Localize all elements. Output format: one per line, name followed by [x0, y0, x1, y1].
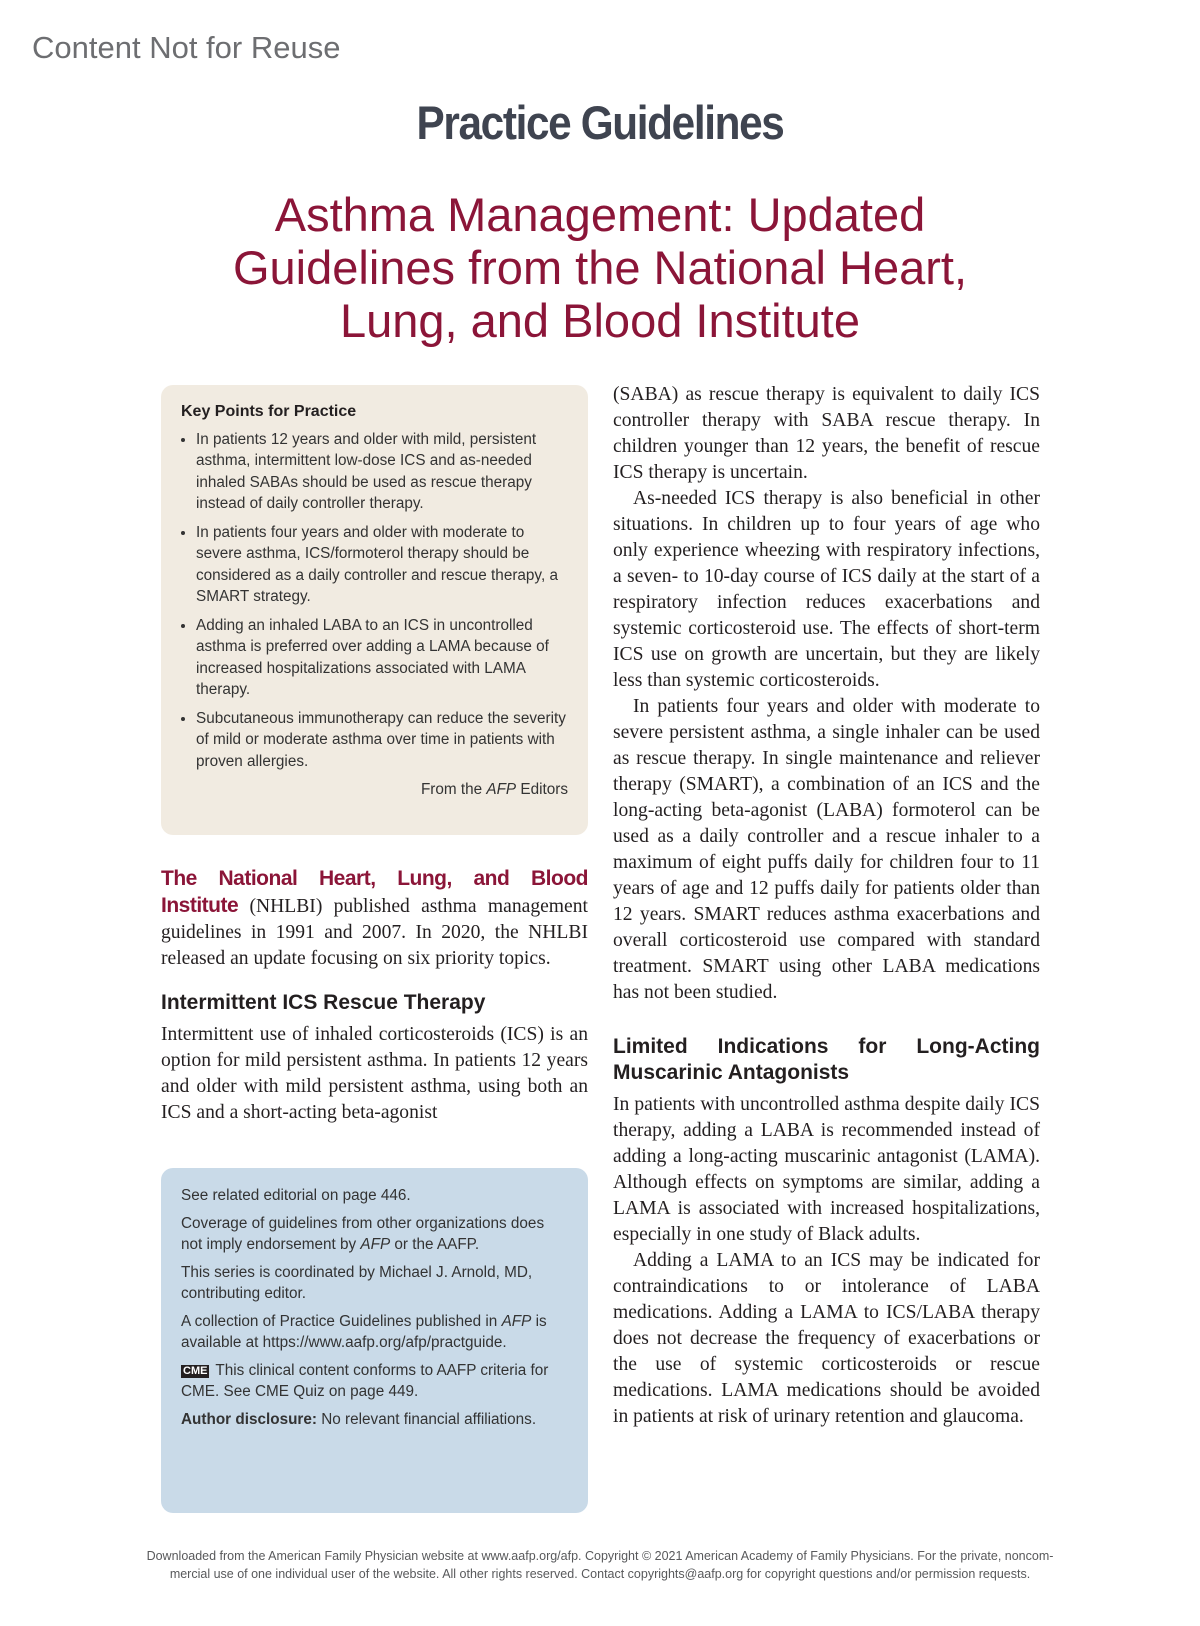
watermark: Content Not for Reuse [32, 30, 341, 65]
right-column-text [613, 382, 1040, 1430]
key-points-list [181, 429, 568, 773]
coverage-text: Coverage of guidelines from other organizations does not imply endorsement by [181, 1214, 545, 1253]
key-point-item: • Adding an inhaled LABA to an ICS in uncontrolled asthma is preferred over adding a LAMA because of increased hospitalizations associated with LAMA therapy. [196, 615, 568, 701]
coverage-note [181, 1213, 568, 1256]
left-column-text [161, 866, 588, 1126]
footer-line: mercial use of one individual user of the website. All other rights reserved. Contact copyrights@aafp.org for copyright questions and/or permission requests. [169, 1567, 1031, 1581]
body-paragraph: Adding a LAMA to an ICS may be indicated for contraindications to or intolerance of LABA medications. Adding a LAMA to ICS/LABA therapy does not decrease the frequency of exacerbations or the use of systemic corticosteroids or rescue medications. LAMA medications should be avoided in patients at risk of urinary retention and glaucoma. [613, 1250, 1040, 1427]
cme-badge: CME [183, 1364, 208, 1377]
collection-journal: AFP [501, 1312, 532, 1330]
article-title-line: Lung, and Blood Institute [339, 294, 860, 347]
key-point-item: • In patients 12 years and older with mild, persistent asthma, intermittent low-dose ICS and as-needed inhaled SABAs should be used as rescue therapy instead of daily controller therapy. [196, 429, 568, 515]
article-title-line: Guidelines from the National Heart, [232, 241, 968, 294]
key-points-heading: Key Points for Practice [181, 403, 357, 420]
copyright-footer [40, 1547, 1160, 1583]
disclosure-label: Author disclosure: [181, 1410, 317, 1428]
body-paragraph: As-needed ICS therapy is also beneficial in other situations. In children up to four years of age who only experience wheezing with respiratory infections, a seven- to 10-day course of ICS daily at the start of a respiratory infection reduces exacerbations and systemic corticosteroid use. The effects of short-term ICS use on growth are uncertain, but they are likely less than systemic corticosteroids. [613, 488, 1040, 691]
article-title [150, 188, 1050, 347]
intro-lead: The National Heart, Lung, and Blood Institute [161, 867, 588, 917]
cme-text: This clinical content conforms to AAFP criteria for CME. See CME Quiz on page 449. [181, 1361, 549, 1400]
body-paragraph-split: Intermittent use of inhaled corticosteroids (ICS) is an option for mild persistent asthma. In patients 12 years and older with mild persistent asthma, using both an ICS and a short-acting beta-agonist [161, 1024, 588, 1123]
body-paragraph: In patients with uncontrolled asthma despite daily ICS therapy, adding a LABA is recommended instead of adding a long-acting muscarinic antagonist (LAMA). Although effects on symptoms are similar, adding a LAMA is associated with increased hospitalizations, especially in one study of Black adults. [613, 1094, 1040, 1245]
section-heading: Intermittent ICS Rescue Therapy [161, 991, 486, 1014]
intro-paragraph [161, 866, 588, 972]
section-heading: Limited Indications for Long-Acting Muscarinic Antagonists [613, 1035, 1040, 1084]
key-points-box [161, 385, 588, 835]
key-point-item: • Subcutaneous immunotherapy can reduce the severity of mild or moderate asthma over time in patients with proven allergies. [196, 708, 568, 773]
related-info-box [161, 1168, 588, 1513]
key-point-item: • In patients four years and older with moderate to severe asthma, ICS/formoterol therapy should be considered as a daily controller and rescue therapy, a SMART strategy. [196, 522, 568, 608]
section-title: Practice Guidelines [416, 96, 784, 149]
disclosure-text: No relevant financial affiliations. [316, 1410, 537, 1428]
coverage-text-end: or the AAFP. [390, 1236, 480, 1253]
collection-note [181, 1311, 568, 1354]
intro-text: (NHLBI) published asthma management guidelines in 1991 and 2007. In 2020, the NHLBI released an update focusing on six priority topics. [161, 896, 588, 969]
series-note: This series is coordinated by Michael J. Arnold, MD, contributing editor. [181, 1263, 533, 1302]
footer-line: Downloaded from the American Family Physician website at www.aafp.org/afp. Copyright © 2021 American Academy of Family Physicians. For the private, noncom- [146, 1549, 1054, 1563]
cme-note [181, 1360, 568, 1403]
key-points-credit [181, 779, 568, 801]
disclosure-note [181, 1409, 568, 1431]
related-editorial: See related editorial on page 446. [181, 1187, 411, 1204]
credit-prefix: From the [420, 781, 487, 798]
article-title-line: Asthma Management: Updated [274, 188, 926, 241]
body-paragraph: In patients four years and older with moderate to severe persistent asthma, a single inhaler can be used as rescue therapy. In single maintenance and reliever therapy (SMART), a combination of an ICS and the long-acting beta-agonist (LABA) formoterol can be used as a daily controller and a rescue inhaler to a maximum of eight puffs daily for children four to 11 years of age and 12 puffs daily for patients older than 12 years. SMART reduces asthma exacerbations and overall corticosteroid use compared with standard treatment. SMART using other LABA medications has not been studied. [613, 696, 1040, 1003]
collection-text: A collection of Practice Guidelines published in [181, 1312, 502, 1330]
credit-journal: AFP [486, 781, 517, 798]
collection-text-end: is available at https://www.aafp.org/afp/practguide. [181, 1312, 547, 1351]
credit-suffix: Editors [516, 781, 568, 798]
coverage-journal: AFP [360, 1236, 391, 1253]
body-paragraph-continued: (SABA) as rescue therapy is equivalent to daily ICS controller therapy with SABA rescue therapy. In children younger than 12 years, the benefit of rescue ICS therapy is uncertain. [613, 384, 1040, 483]
